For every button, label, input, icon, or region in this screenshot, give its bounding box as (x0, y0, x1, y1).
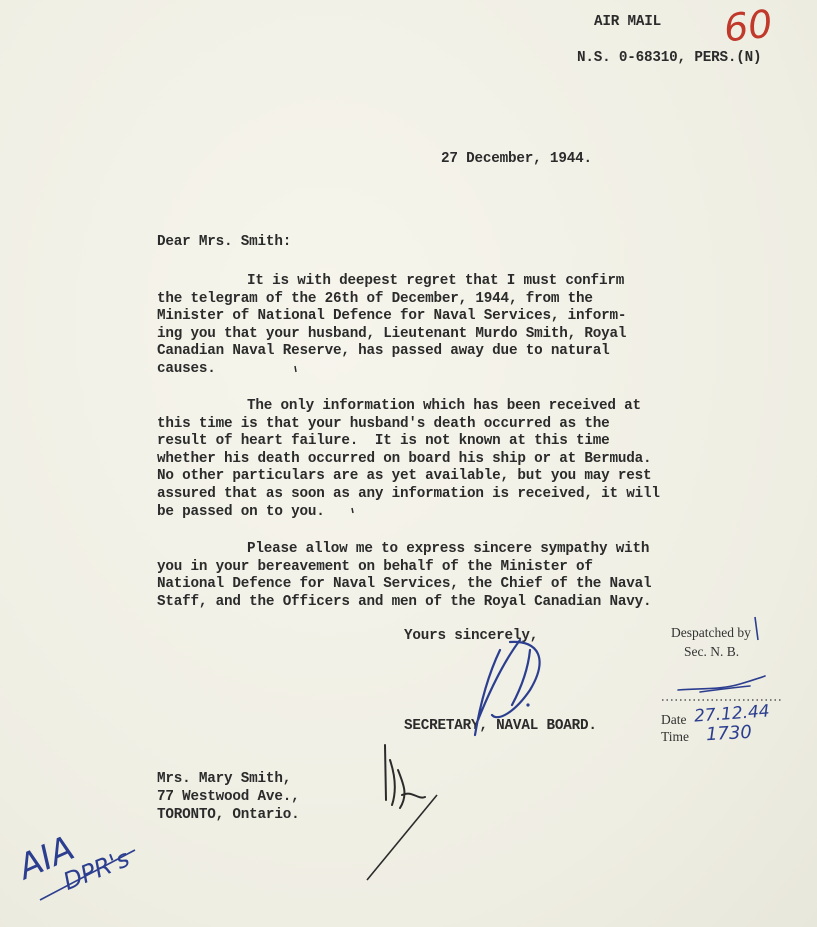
letter-date: 27 December, 1944. (441, 151, 592, 167)
paragraph-line: National Defence for Naval Services, the Chief of the Naval (157, 576, 652, 593)
closing: Yours sincerely, (404, 628, 539, 644)
paragraph-line: Minister of National Defence for Naval Services, inform- (157, 308, 627, 325)
paragraph-line: you in your bereavement on behalf of the Minister of (157, 558, 593, 575)
despatch-stamp-line1: Despatched by (671, 625, 751, 640)
stray-mark (295, 366, 296, 372)
despatch-date-value: 27.12.44 (693, 701, 771, 727)
signature-dot (526, 703, 529, 706)
paragraph-line: result of heart failure. It is not known at this time (157, 433, 610, 450)
signature-mark (475, 640, 540, 735)
despatch-time-label: Time (661, 729, 690, 744)
initials-annotation-2: DPR's (59, 844, 134, 896)
air-mail-label: AIR MAIL (594, 14, 662, 30)
paragraph-line: whether his death occurred on board his ship or at Bermuda. (157, 450, 652, 467)
paragraph-line: the telegram of the 26th of December, 1944, from the (157, 290, 593, 307)
paragraph-line: causes. (157, 360, 216, 377)
paragraph-line: Canadian Naval Reserve, has passed away due to natural (157, 343, 610, 360)
initials-annotation-1: AIA (12, 828, 81, 888)
scrawl-mark (385, 745, 425, 808)
address-line-1: Mrs. Mary Smith, (157, 771, 292, 787)
paragraph-line: No other particulars are as yet available, but you may rest (157, 468, 652, 485)
paragraph-line: this time is that your husband's death occurred as the (157, 415, 610, 432)
paragraph-line: The only information which has been received at (247, 398, 641, 414)
file-reference: N.S. 0-68310, PERS.(N) (577, 50, 762, 66)
signatory-title: SECRETARY, NAVAL BOARD. (404, 718, 597, 734)
paragraph-line: Please allow me to express sincere sympathy with (247, 541, 650, 557)
paragraph-line: be passed on to you. (157, 503, 325, 520)
paragraph-line: assured that as soon as any information is received, it will (157, 485, 660, 502)
initials-underline (40, 850, 135, 900)
despatch-time-value: 1730 (705, 721, 753, 746)
stamp-scribble (678, 676, 765, 692)
stray-mark (352, 508, 353, 513)
paragraph-line: It is with deepest regret that I must confirm (247, 273, 625, 289)
salutation: Dear Mrs. Smith: (157, 234, 292, 250)
stamp-tick (755, 617, 758, 640)
slash-line (367, 795, 437, 880)
paragraph-line: ing you that your husband, Lieutenant Murdo Smith, Royal (157, 325, 627, 342)
despatch-stamp-line2: Sec. N. B. (684, 644, 740, 659)
despatch-date-label: Date (661, 712, 687, 727)
address-line-2: 77 Westwood Ave., (157, 789, 300, 805)
paragraph-line: Staff, and the Officers and men of the Royal Canadian Navy. (157, 593, 652, 610)
folio-number: 60 (721, 1, 775, 51)
address-line-3: TORONTO, Ontario. (157, 807, 300, 823)
